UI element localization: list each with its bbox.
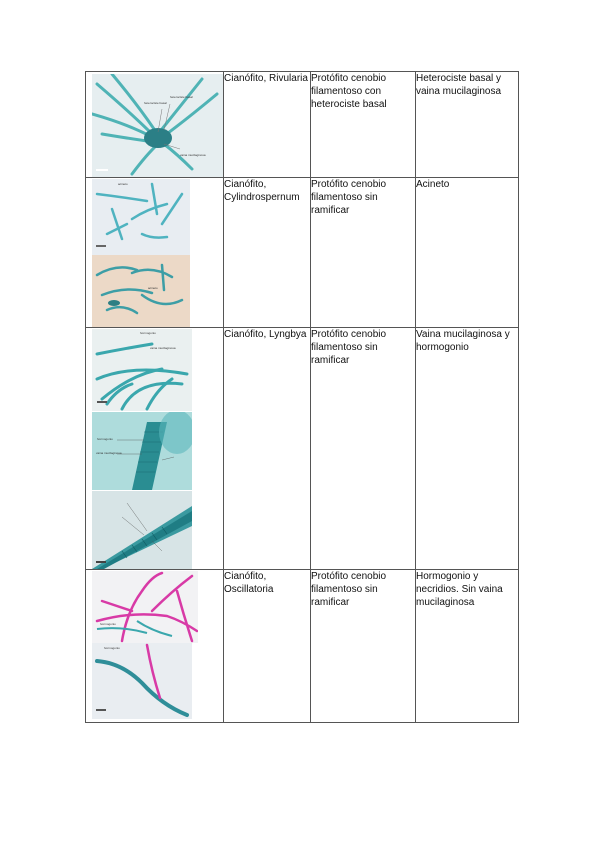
image-label: vaina mucilaginosa <box>96 451 122 455</box>
image-cell <box>86 178 224 328</box>
organism-cell: Cianófito, Lyngbya <box>224 328 311 570</box>
micrograph-lyngbya-2 <box>92 412 192 490</box>
image-label: hormogonio <box>104 646 120 650</box>
table-row <box>86 570 519 723</box>
features-cell: Acineto <box>416 178 519 328</box>
table-row <box>86 72 519 178</box>
image-cell <box>86 328 224 570</box>
type-cell: Protófito cenobio filamentoso con heterociste basal <box>311 72 416 178</box>
features-cell: Heterociste basal y vaina mucilaginosa <box>416 72 519 178</box>
image-label: vaina mucilaginosa <box>150 346 176 350</box>
image-label: acineto <box>148 286 158 290</box>
image-label: hormogonio <box>97 437 113 441</box>
image-label: hormogonio <box>100 622 116 626</box>
type-cell: Protófito cenobio filamentoso sin ramificar <box>311 178 416 328</box>
image-label: vaina mucilaginosa <box>180 153 206 157</box>
micrograph-oscillatoria-2 <box>92 643 192 719</box>
micrograph-oscillatoria-1 <box>92 571 198 643</box>
micrograph-lyngbya-1 <box>92 329 192 411</box>
features-cell: Vaina mucilaginosa y hormogonio <box>416 328 519 570</box>
classification-table <box>85 71 519 723</box>
table-row <box>86 328 519 570</box>
organism-cell: Cianófito, Cylindrospernum <box>224 178 311 328</box>
image-label: acineto <box>118 182 128 186</box>
micrograph-lyngbya-3 <box>92 491 192 569</box>
micrograph-rivularia <box>92 74 223 177</box>
micrograph-cylindrospernum-1 <box>92 179 190 255</box>
image-label: heterociste basal <box>170 95 193 99</box>
type-cell: Protófito cenobio filamentoso sin ramificar <box>311 570 416 723</box>
image-label: hormogonio <box>140 331 156 335</box>
organism-cell: Cianófito, Oscillatoria <box>224 570 311 723</box>
image-cell <box>86 570 224 723</box>
organism-cell: Cianófito, Rivularia <box>224 72 311 178</box>
type-cell: Protófito cenobio filamentoso sin ramificar <box>311 328 416 570</box>
micrograph-cylindrospernum-2 <box>92 255 190 327</box>
image-cell <box>86 72 224 178</box>
features-cell: Hormogonio y necridios. Sin vaina mucilaginosa <box>416 570 519 723</box>
image-label: heterociste basal <box>144 101 167 105</box>
table-row <box>86 178 519 328</box>
